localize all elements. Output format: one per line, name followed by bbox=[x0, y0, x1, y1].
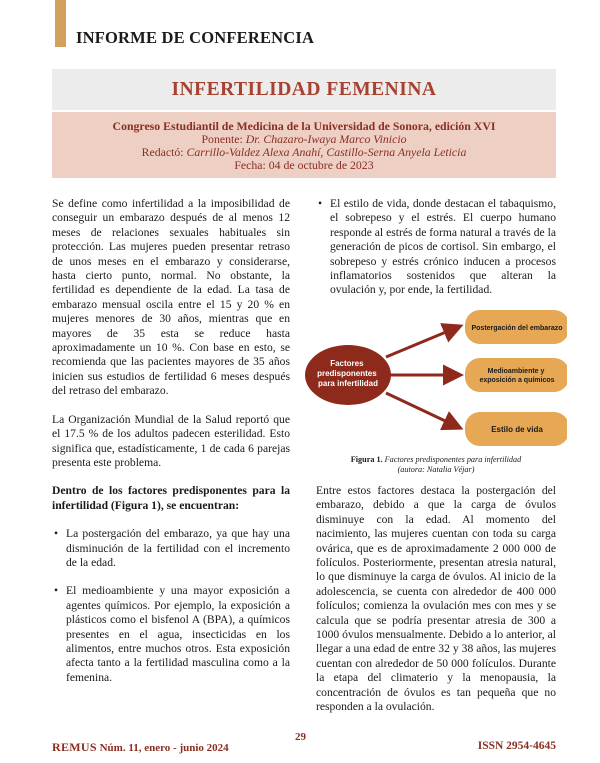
box-postergacion-label: Postergación del embarazo bbox=[471, 325, 563, 332]
right-column-bottom bbox=[316, 484, 556, 715]
page-number: 29 bbox=[295, 731, 306, 743]
arrow-to-postergacion bbox=[386, 327, 458, 357]
date-line: Fecha: 04 de octubre de 2023 bbox=[234, 158, 374, 172]
box-medioambiente-label: Medioambiente y exposición a químicos bbox=[479, 368, 555, 384]
article-title: INFERTILIDAD FEMENINA bbox=[171, 78, 437, 100]
right-column-top bbox=[316, 197, 556, 298]
article-meta bbox=[52, 112, 556, 178]
speaker-name: Dr. Chazaro-Iwaya Marco Vinicio bbox=[245, 132, 407, 146]
caption-label: Figura 1. bbox=[350, 455, 383, 464]
box-medioambiente bbox=[465, 358, 567, 392]
box-estilo-vida-label: Estilo de vida bbox=[491, 425, 543, 434]
caption-author: (autora: Natalia Véjar) bbox=[397, 465, 475, 474]
footer-journal bbox=[52, 740, 229, 755]
arrow-to-estilo-vida bbox=[386, 393, 458, 427]
factors-list-3 bbox=[316, 197, 556, 298]
writers-line: Redactó: Carrillo-Valdez Alexa Anahí, Castillo-Serna Anyela Leticia bbox=[141, 145, 467, 159]
factors-list-2 bbox=[52, 584, 290, 685]
left-column bbox=[52, 197, 290, 685]
header-accent-bar bbox=[55, 0, 66, 47]
factors-list bbox=[52, 527, 290, 570]
figure-diagram bbox=[305, 302, 567, 452]
title-band bbox=[52, 69, 556, 110]
list-item-postergacion: • La postergación del embarazo, ya que hay una disminución de la fertilidad con el incremento de la edad. bbox=[52, 527, 290, 570]
figure-caption bbox=[316, 455, 556, 475]
center-node-label: Factores predisponentes para infertilidad bbox=[317, 359, 379, 388]
paragraph-factors-intro: Dentro de los factores predisponentes para la infertilidad (Figura 1), se encuentran: bbox=[52, 484, 290, 512]
speaker-line: Ponente: Dr. Chazaro-Iwaya Marco Vinicio bbox=[201, 132, 407, 146]
congress-name: Congreso Estudiantil de Medicina de la Universidad de Sonora, edición XVI bbox=[112, 119, 496, 133]
caption-text: Factores predisponentes para infertilidad bbox=[384, 455, 522, 464]
journal-issn: ISSN 2954-4645 bbox=[477, 740, 556, 752]
paragraph-postergacion: Entre estos factores destaca la postergación del embarazo, debido a que la carga de óvulos disminuye con la edad. Al momento del nacimiento, las mujeres cuentan con toda su carga ovárica, que es de aproximadamente 2 000 000 de folículos. Posteriormente, presentan atresia natural, lo que disminuye la carga de óvulos. Al inicio de la adolescencia, se cuenta con alrededor de 400 000 folículos; comienza la ovulación mes con mes y se calcula que se podría presentar atresia de 300 a 1000 óvulos mensualmente. Debido a lo anterior, al llegar a una edad de entre 32 y 38 años, las mujeres cuentan con alrededor de 50 000 folículos. Durante la etapa del climaterio y la menopausia, la concentración de óvulos es tan pequeña que no responden a la ovulación. bbox=[316, 484, 556, 714]
section-title: INFORME DE CONFERENCIA bbox=[76, 28, 315, 47]
paragraph-oms: La Organización Mundial de la Salud reportó que el 17.5 % de los adultos padecen esterilidad. Esto significa que, estadísticamente, 1 de cada 6 parejas presenta este problema. bbox=[52, 412, 290, 469]
journal-brand: REMUS bbox=[52, 740, 97, 754]
writers-names: Carrillo-Valdez Alexa Anahí, Castillo-Serna Anyela Leticia bbox=[186, 145, 467, 159]
list-item-estilo-vida: • El estilo de vida, donde destacan el tabaquismo, el sobrepeso y el estrés. El cuerpo humano responde al estrés de forma natural a través de la generación de picos de cortisol. Sin embargo, el sobrepeso y estrés crónico inducen a procesos inflamatorios sostenidos que alteran la ovulación y, por ende, la fertilidad. bbox=[316, 197, 556, 298]
paragraph-definition: Se define como infertilidad a la imposibilidad de conseguir un embarazo después de al menos 12 meses de relaciones sexuales habituales sin protección. Las mujeres pueden presentar retraso de unos meses en el embarazo y considerarse, hasta cierto punto, normal. No obstante, la fertilidad es dependiente de la edad. La tasa de embarazo mensual oscila entre el 15 y 20 % en mujeres menores de 30 años, mientras que en mayores de 35 esta se reduce hasta aproximadamente un 10 %. Con base en esto, se recomienda que las pacientes mayores de 35 años inicien sus estudios de fertilidad 6 meses después del retraso del embarazo. bbox=[52, 197, 290, 398]
list-item-medioambiente: • El medioambiente y una mayor exposición a agentes químicos. Por ejemplo, la exposición a plásticos como el bisfenol A (BPA), a químicos presentes en el agua, insecticidas en los alimentos, entre muchos otros. Esta exposición afecta tanto a la fertilidad masculina como a la femenina. bbox=[52, 584, 290, 685]
journal-issue: Núm. 11, enero - junio 2024 bbox=[99, 742, 229, 754]
